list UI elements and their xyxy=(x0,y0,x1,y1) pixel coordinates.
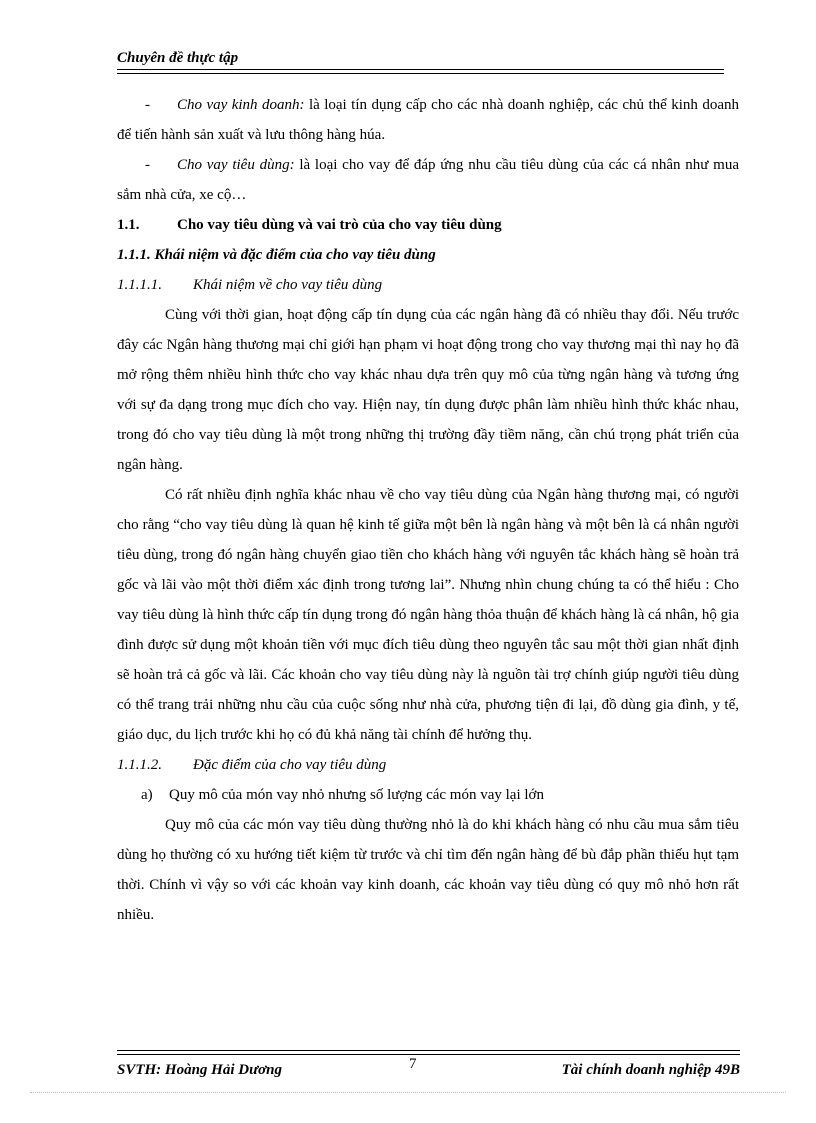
heading-title: Cho vay tiêu dùng và vai trò của cho vay tiêu dùng xyxy=(177,217,502,233)
heading-title: Đặc điểm của cho vay tiêu dùng xyxy=(193,757,387,773)
page-footer xyxy=(117,1050,740,1078)
header-title: Chuyên đề thực tập xyxy=(117,50,239,66)
list-text: Quy mô của món vay nhỏ nhưng số lượng các món vay lại lớn xyxy=(169,787,544,803)
heading-1-1-1: 1.1.1. Khái niệm và đặc điểm của cho vay tiêu dùng xyxy=(117,247,436,263)
heading-1-1-1-2 xyxy=(117,750,739,780)
page-header xyxy=(117,48,724,74)
heading-number: 1.1. xyxy=(117,217,140,233)
heading-number: 1.1.1.2. xyxy=(117,757,162,773)
bullet-dash: - xyxy=(145,157,150,173)
bullet-dash: - xyxy=(145,97,150,113)
list-item-a xyxy=(117,780,739,810)
page-bottom-border xyxy=(30,1092,786,1093)
bullet-text: là loại tín dụng cấp cho các nhà doanh nghiệp, các chủ thể kinh doanh để tiến hành sản xuất và lưu thông hàng húa. xyxy=(117,97,740,143)
bullet-text: là loại cho vay để đáp ứng nhu cầu tiêu dùng của các cá nhân như mua sắm nhà cửa, xe cộ… xyxy=(117,157,739,203)
bullet-consumer-loan xyxy=(117,150,739,210)
heading-1-1-1-1 xyxy=(117,270,739,300)
page-number: 7 xyxy=(409,1056,417,1072)
header-rule xyxy=(117,69,724,74)
heading-title: Khái niệm về cho vay tiêu dùng xyxy=(193,277,383,293)
heading-number: 1.1.1.1. xyxy=(117,277,162,293)
list-label: a) xyxy=(141,787,153,803)
heading-1-1 xyxy=(117,210,739,240)
body-paragraph: Quy mô của các món vay tiêu dùng thường nhỏ là do khi khách hàng có nhu cầu mua sắm tiêu dùng họ thường có xu hướng tiết kiệm từ trước và chỉ tìm đến ngân hàng để bù đắp phần thiếu hụt tạm thời. Chính vì vậy so với các khoản vay kinh doanh, các khoản vay tiêu dùng có quy mô nhỏ hơn rất nhiều. xyxy=(117,817,739,923)
body-paragraph: Cùng với thời gian, hoạt động cấp tín dụng của các ngân hàng đã có nhiều thay đổi. Nếu trước đây các Ngân hàng thương mại chỉ giới hạn phạm vi hoạt động trong cho vay thương mại thì nay họ đã mở rộng thêm nhiều hình thức cho vay khác nhau dựa trên quy mô của từng ngân hàng và tương ứng với sự đa dạng trong mục đích cho vay. Hiện nay, tín dụng được phân làm nhiều hình thức khác nhau, trong đó cho vay tiêu dùng là một trong những thị trường đầy tiềm năng, cần chú trọng phát triển của ngân hàng. xyxy=(117,307,739,473)
footer-class: Tài chính doanh nghiệp 49B xyxy=(561,1062,740,1078)
bullet-business-loan xyxy=(117,90,739,150)
footer-rule xyxy=(117,1050,740,1055)
body-paragraph: Có rất nhiều định nghĩa khác nhau về cho vay tiêu dùng của Ngân hàng thương mại, có người cho rằng “cho vay tiêu dùng là quan hệ kinh tế giữa một bên là ngân hàng và một bên là cá nhân người tiêu dùng, trong đó ngân hàng chuyển giao tiền cho khách hàng với nguyên tắc khách hàng sẽ hoàn trả gốc và lãi vào một thời điểm xác định trong tương lai”. Nhưng nhìn chung chúng ta có thể hiểu : Cho vay tiêu dùng là hình thức cấp tín dụng trong đó ngân hàng thỏa thuận để khách hàng là cá nhân, hộ gia đình được sử dụng một khoản tiền với mục đích tiêu dùng theo nguyên tắc sau một thời gian nhất định sẽ hoàn trả cả gốc và lãi. Các khoản cho vay tiêu dùng này là nguồn tài trợ chính giúp người tiêu dùng có thể trang trải những nhu cầu của cuộc sống như nhà cửa, phương tiện đi lại, đồ dùng gia đình, y tế, giáo dục, du lịch trước khi họ có đủ khả năng tài chính để hưởng thụ. xyxy=(117,487,739,743)
footer-author: SVTH: Hoàng Hải Dương xyxy=(117,1062,282,1078)
page-body xyxy=(117,90,739,930)
bullet-term: Cho vay tiêu dùng: xyxy=(177,157,295,173)
bullet-term: Cho vay kinh doanh: xyxy=(177,97,305,113)
